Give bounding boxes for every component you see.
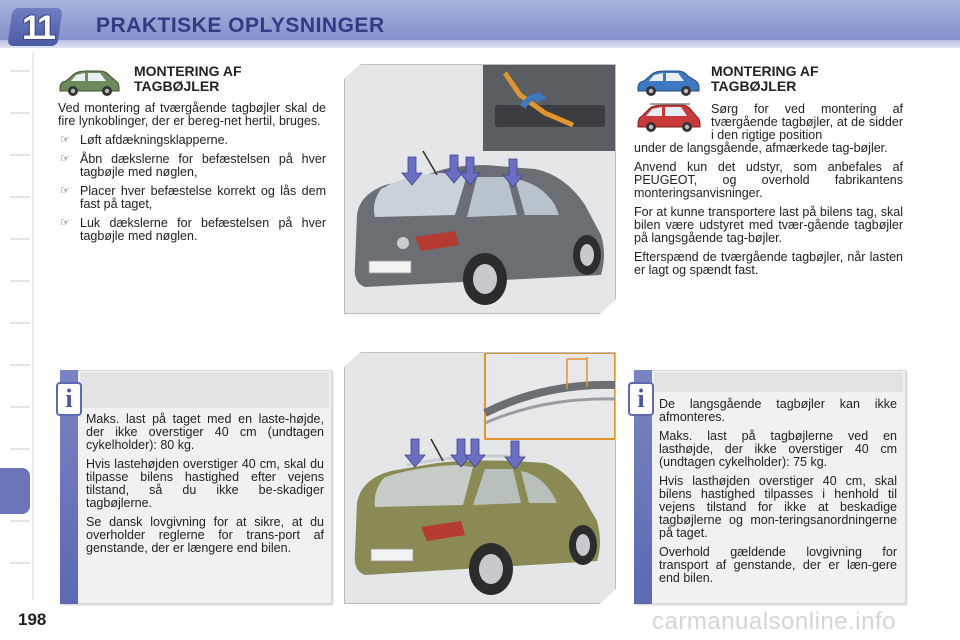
right-paragraph-2: Anvend kun det udstyr, som anbefales af PEUGEOT, og overhold fabrikantens monteringsanvisninger. — [634, 160, 903, 200]
right-section-heading: MONTERING AF TAGBØJLER — [711, 63, 819, 94]
chapter-tabs — [0, 50, 32, 610]
list-item: ☞ Løft afdækningsklapperne. — [60, 133, 229, 147]
info-right-p4: Overhold gældende lovgivning for transport af genstande, der er læn-gere end bilen. — [659, 545, 897, 585]
pointing-hand-icon: ☞ — [60, 217, 70, 229]
right-paragraph-1b: under de langsgående, afmærkede tag-bøjler. — [634, 141, 888, 155]
info-left-p1: Maks. last på taget med en laste-højde, der ikke overstiger 40 cm (undtagen cykelholder): 80 kg. — [86, 412, 324, 452]
header-underline — [0, 40, 960, 48]
left-intro: Ved montering af tværgående tagbøjler skal de fire lynkoblinger, der er bereg-net hertil, bruges. — [58, 101, 326, 128]
info-icon: i — [56, 382, 82, 416]
page-number: 198 — [18, 610, 47, 629]
car-icon-green — [56, 64, 122, 98]
pointing-hand-icon: ☞ — [60, 134, 70, 146]
hatchback-roof-illustration — [344, 64, 616, 314]
info-right-p2: Maks. last på tagbøjlerne ved en lasthøjde, der ikke overstiger 40 cm (undtagen cykelholder): 75 kg. — [659, 429, 897, 469]
list-item: ☞ Åbn dækslerne for befæstelsen på hver tagbøjle med nøglen, — [60, 152, 326, 179]
info-icon: i — [628, 382, 654, 416]
info-right-p1: De langsgående tagbøjler kan ikke afmonteres. — [659, 397, 897, 424]
left-steps-list — [58, 134, 326, 243]
info-header-left — [80, 372, 329, 408]
watermark: carmanualsonline.info — [652, 608, 896, 635]
pointing-hand-icon: ☞ — [60, 185, 70, 197]
right-paragraph-1a: Sørg for ved montering af tværgående tagbøjler, at de sidder i den rigtige position — [711, 102, 903, 142]
info-left-text — [86, 413, 324, 561]
estate-roof-illustration — [344, 352, 616, 604]
info-right-p3: Hvis lasthøjden overstiger 40 cm, skal bilens hastighed tilpasses i henhold til vejens tilstand for ikke at beskadige tagbøjlerne og mon-teringsanordningerne på taget. — [659, 474, 897, 540]
right-section-body-top — [711, 103, 903, 142]
car-icon-blue — [634, 64, 702, 98]
active-chapter-tab[interactable] — [0, 468, 30, 514]
chapter-number: 11 — [22, 9, 54, 47]
pointing-hand-icon: ☞ — [60, 153, 70, 165]
car-icon-red — [634, 100, 702, 134]
list-item: ☞ Placer hver befæstelse korrekt og lås dem fast på taget, — [60, 184, 326, 211]
info-left-p3: Se dansk lovgivning for at sikre, at du overholder reglerne for trans-port af genstande, der er længere end bilen. — [86, 515, 324, 555]
list-item: ☞ Luk dækslerne for befæstelsen på hver tagbøjle med nøglen. — [60, 216, 326, 243]
info-left-p2: Hvis lastehøjden overstiger 40 cm, skal du tilpasse bilens hastighed efter vejens tilstand, så du ikke be-skadiger tagbøjlerne. — [86, 457, 324, 510]
info-header-right — [654, 372, 903, 392]
right-section-body — [634, 142, 903, 283]
right-paragraph-3: For at kunne transportere last på bilens tag, skal bilen være udstyret med tvær-gående tagbøjler på langsgående tag-bøjler. — [634, 205, 903, 245]
hatchback-car-image — [345, 65, 615, 313]
left-section-heading: MONTERING AF TAGBØJLER — [134, 63, 242, 94]
left-section-body — [58, 102, 326, 249]
info-right-text — [659, 398, 897, 591]
estate-car-image — [345, 353, 615, 603]
right-paragraph-4: Efterspænd de tværgående tagbøjler, når lasten er lagt og spændt fast. — [634, 250, 903, 277]
page-title: PRAKTISKE OPLYSNINGER — [96, 14, 385, 37]
